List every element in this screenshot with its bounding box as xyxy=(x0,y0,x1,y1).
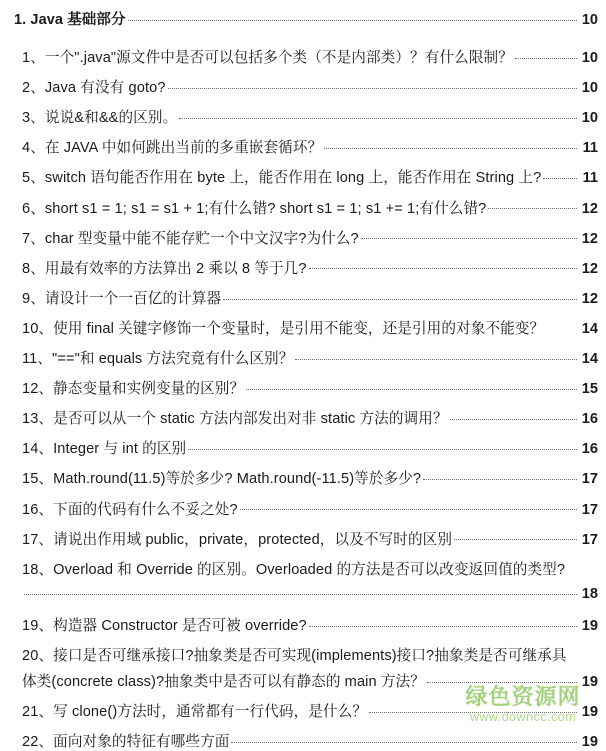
toc-entry[interactable] xyxy=(0,407,606,428)
toc-entry[interactable] xyxy=(0,700,606,721)
toc-entry[interactable] xyxy=(0,317,606,338)
dot-leader xyxy=(309,615,577,630)
dot-leader xyxy=(427,671,577,686)
toc-entry-text: 2、Java 有没有 goto? xyxy=(22,80,166,97)
dot-leader xyxy=(423,469,577,484)
toc-entry-text: 20、接口是否可继承接口?抽象类是否可实现(implements)接口?抽象类是否可继承具 xyxy=(22,647,567,664)
toc-entry[interactable] xyxy=(0,76,606,97)
toc-entry-text: 14、Integer 与 int 的区别 xyxy=(22,441,187,458)
dot-leader xyxy=(128,10,577,25)
toc-line xyxy=(22,498,598,519)
dot-leader xyxy=(361,228,577,243)
watermark-title: 绿色资源网 xyxy=(465,684,581,710)
toc-entry-page: 16 xyxy=(581,441,598,458)
dot-leader xyxy=(488,198,577,213)
dot-leader xyxy=(543,168,577,183)
dot-leader xyxy=(324,138,577,153)
toc-line xyxy=(22,106,598,127)
toc-entry-text: 7、char 型变量中能不能存贮一个中文汉字?为什么? xyxy=(22,230,359,247)
dot-leader xyxy=(168,78,577,93)
toc-entry-page: 16 xyxy=(581,411,598,428)
toc-line xyxy=(22,197,598,218)
toc-entry-page: 17 xyxy=(581,471,598,488)
toc-line xyxy=(22,257,598,278)
toc-line xyxy=(22,46,598,67)
toc-entry[interactable] xyxy=(0,166,606,187)
toc-entry-page: 12 xyxy=(581,200,598,217)
toc-line xyxy=(22,437,598,458)
toc-entry-text: 4、在 JAVA 中如何跳出当前的多重嵌套循环？ xyxy=(22,140,323,157)
toc-entry[interactable] xyxy=(0,227,606,248)
toc-entry[interactable] xyxy=(0,46,606,67)
toc-entry-text: 9、请设计一个一百亿的计算器 xyxy=(22,290,222,307)
dot-leader xyxy=(295,348,577,363)
toc-entry-text: 21、写 clone()方法时，通常都有一行代码，是什么？ xyxy=(22,704,368,720)
toc-entry-text: 19、构造器 Constructor 是否可被 override? xyxy=(22,617,307,634)
toc-entry-text: 5、switch 语句能否作用在 byte 上，能否作用在 long 上，能否作用在 String 上? xyxy=(22,170,542,187)
toc-entry[interactable] xyxy=(0,287,606,308)
toc-entry[interactable] xyxy=(0,644,606,665)
toc-entry[interactable] xyxy=(0,377,606,398)
toc-entry-text: 3、说说&和&&的区别。 xyxy=(22,110,178,127)
toc-entry-page: 10 xyxy=(581,110,598,127)
toc-entry[interactable] xyxy=(0,136,606,157)
toc-entry[interactable] xyxy=(0,498,606,519)
toc-line xyxy=(14,8,598,29)
toc-line xyxy=(22,584,598,603)
document-page xyxy=(0,8,606,751)
toc-entry-page: 19 xyxy=(581,704,598,720)
toc-entry-text: 1、一个".java"源文件中是否可以包括多个类（不是内部类）？有什么限制？ xyxy=(22,50,513,66)
toc-line xyxy=(22,76,598,97)
toc-entry[interactable] xyxy=(0,347,606,368)
toc-entry-page: 19 xyxy=(581,734,598,751)
toc-line xyxy=(22,166,598,187)
toc-entry[interactable] xyxy=(0,584,606,603)
toc-entry-page: 19 xyxy=(581,673,598,690)
toc-entry[interactable] xyxy=(0,106,606,127)
dot-leader xyxy=(179,108,577,123)
dot-leader xyxy=(188,439,577,454)
toc-entry-text: 17、请说出作用域 public，private，protected，以及不写时的区别 xyxy=(22,531,453,548)
toc-line xyxy=(22,227,598,248)
toc-heading-row[interactable] xyxy=(0,8,606,29)
toc-entry-text: 12、静态变量和实例变量的区别？ xyxy=(22,381,245,398)
dot-leader xyxy=(240,499,577,514)
toc-entry-text: 11、"=="和 equals 方法究竟有什么区别？ xyxy=(22,351,294,367)
watermark-url: www.downcc.com xyxy=(469,710,577,724)
toc-line xyxy=(22,670,598,691)
toc-line xyxy=(22,407,598,428)
toc-entry[interactable] xyxy=(0,670,606,691)
toc-line xyxy=(22,644,598,665)
toc-entry-page: 12 xyxy=(581,260,598,277)
dot-leader xyxy=(24,584,577,599)
dot-leader xyxy=(454,529,577,544)
toc-line xyxy=(22,136,598,157)
toc-entry-page: 10 xyxy=(581,50,598,66)
toc-entry-page: 11 xyxy=(582,170,598,187)
dot-leader xyxy=(369,701,577,716)
toc-entry-text: 16、下面的代码有什么不妥之处? xyxy=(22,501,238,518)
toc-entry-text: 15、Math.round(11.5)等於多少? Math.round(-11.5)等於多少? xyxy=(22,471,422,488)
toc-entry[interactable] xyxy=(0,528,606,549)
dot-leader xyxy=(223,288,577,303)
toc-entry-text: 10、使用 final 关键字修饰一个变量时，是引用不能变，还是引用的对象不能变？ xyxy=(22,320,545,337)
toc-line xyxy=(22,467,598,488)
toc-entry[interactable] xyxy=(0,730,606,751)
toc-line xyxy=(22,700,598,721)
toc-entry-text: 8、用最有效率的方法算出 2 乘以 8 等于几? xyxy=(22,260,307,277)
toc-entry[interactable] xyxy=(0,197,606,218)
toc-entry-page: 12 xyxy=(581,230,598,247)
toc-entry[interactable] xyxy=(0,614,606,635)
toc-entry-page: 14 xyxy=(581,351,598,367)
toc-entry-page: 17 xyxy=(581,531,598,548)
toc-entry-text: 13、是否可以从一个 static 方法内部发出对非 static 方法的调用？ xyxy=(22,411,448,428)
toc-line xyxy=(22,377,598,398)
toc-entry-text: 6、short s1 = 1; s1 = s1 + 1;有什么错? short s1 = 1; s1 += 1;有什么错? xyxy=(22,200,487,217)
toc-line xyxy=(22,614,598,635)
toc-entry[interactable] xyxy=(0,467,606,488)
toc-entry-text: 22、面向对象的特征有哪些方面 xyxy=(22,734,230,751)
toc-line xyxy=(22,528,598,549)
dot-leader xyxy=(450,409,577,424)
toc-entry-page: 12 xyxy=(581,290,598,307)
toc-line xyxy=(22,558,598,579)
toc-entry-page: 15 xyxy=(581,381,598,398)
toc-entry-page: 17 xyxy=(581,501,598,518)
toc-entry[interactable] xyxy=(0,257,606,278)
toc-entry[interactable] xyxy=(0,558,606,579)
toc-entry-page: 19 xyxy=(581,617,598,634)
toc-line xyxy=(22,347,598,368)
toc-entry-page: 18 xyxy=(581,586,598,603)
toc-entry-page: 10 xyxy=(581,80,598,97)
dot-leader xyxy=(231,732,577,747)
toc-entry[interactable] xyxy=(0,437,606,458)
toc-heading-text: 1. Java 基础部分 xyxy=(14,12,126,28)
toc-entry-text: 体类(concrete class)?抽象类中是否可以有静态的 main 方法？ xyxy=(22,673,425,690)
dot-leader xyxy=(246,379,577,394)
toc-line xyxy=(22,317,598,338)
dot-leader xyxy=(309,258,577,273)
dot-leader xyxy=(515,47,577,62)
toc-heading-page: 10 xyxy=(581,12,598,28)
toc-entry-page: 11 xyxy=(582,140,598,157)
toc-line xyxy=(22,287,598,308)
toc-line xyxy=(22,730,598,751)
toc-entry-text: 18、Overload 和 Override 的区别。Overloaded 的方法是否可以改变返回值的类型? xyxy=(22,561,566,578)
toc-entry-page: 14 xyxy=(581,320,598,337)
